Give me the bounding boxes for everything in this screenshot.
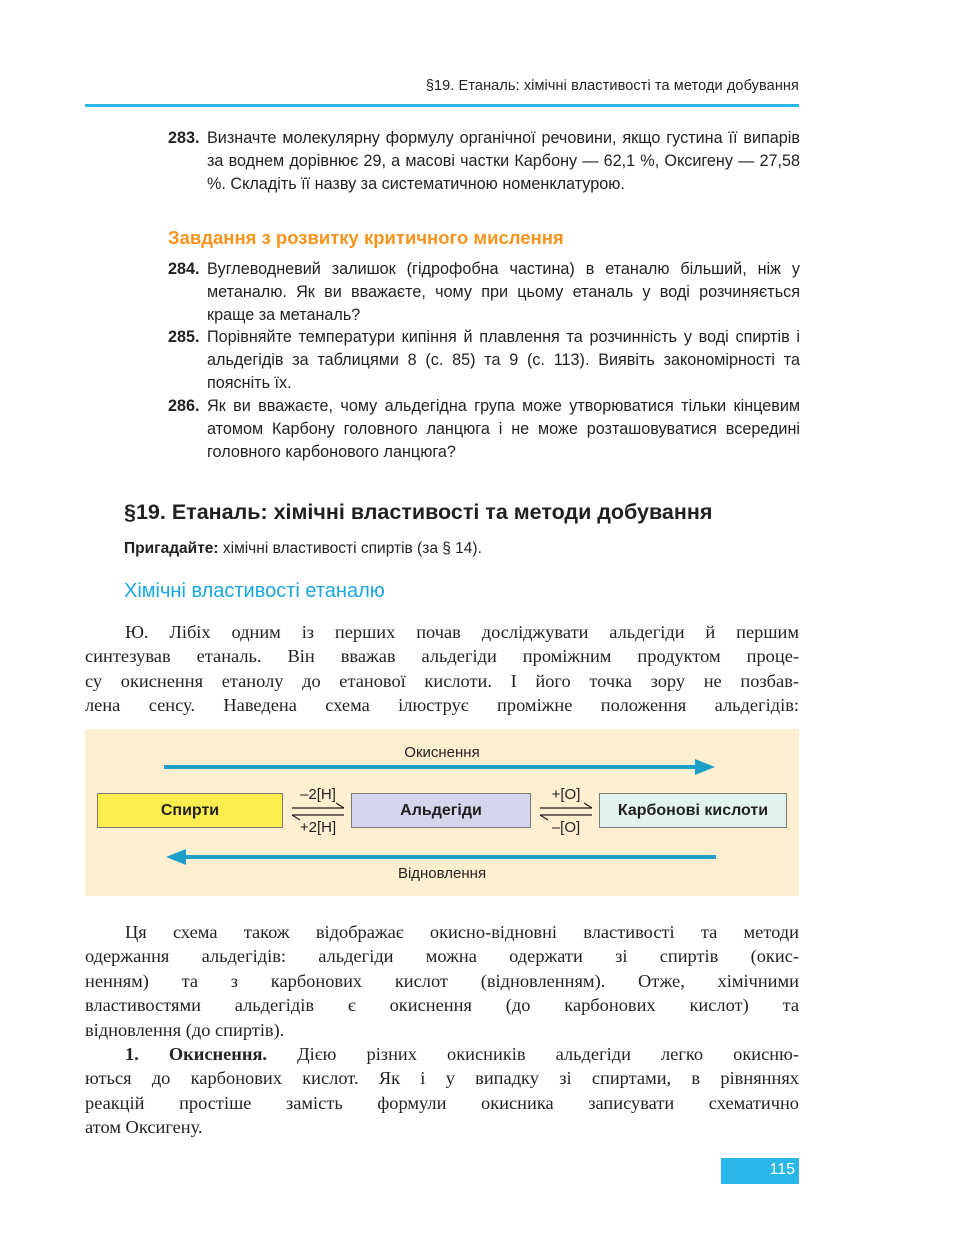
recall-line	[124, 540, 482, 558]
redox-scheme	[85, 729, 799, 896]
oxidation-lead: 1. Окиснення.	[125, 1044, 268, 1064]
text-line: су окиснення етанолу до етанової кислоти. І його точка зору не позбав-	[85, 670, 799, 691]
text-line: атом Оксигену.	[85, 1117, 203, 1138]
left-bottom-label: +2[H]	[299, 819, 337, 836]
running-header: §19. Етаналь: хімічні властивості та методи добування	[425, 78, 799, 94]
left-forward-arrow	[336, 803, 344, 808]
text-line: синтезував етаналь. Він вважав альдегіди проміжним продуктом проце-	[85, 646, 799, 667]
task-number: 284.	[168, 260, 200, 278]
page-number: 115	[721, 1158, 799, 1184]
intro-paragraph	[85, 620, 799, 718]
task-text: Як ви вважаєте, чому альдегідна група може утворюватися тільки кінцевим атомом Карбону головного ланцюга і не може розташовуватися всередині головного карбонового ланцюга?	[207, 397, 800, 461]
text-line: ються до карбонових кислот. Як і у випадку зі спиртами, в рівняннях	[85, 1068, 799, 1089]
header-rule	[85, 104, 799, 107]
left-top-label: –2[H]	[300, 786, 336, 803]
explanation-paragraph	[85, 920, 799, 1042]
oxidation-paragraph	[85, 1042, 799, 1140]
critical-thinking-heading: Завдання з розвитку критичного мислення	[168, 227, 564, 248]
section-title: §19. Етаналь: хімічні властивості та методи добування	[124, 500, 713, 524]
recall-text: хімічні властивості спиртів (за § 14).	[218, 540, 482, 557]
task-284	[168, 258, 800, 327]
carboxylic-acids-box: Карбонові кислоти	[599, 793, 787, 828]
text-line: ненням) та з карбонових кислот (відновленням). Отже, хімічними	[85, 970, 799, 991]
right-bottom-label: –[O]	[551, 819, 581, 836]
task-number: 285.	[168, 328, 200, 346]
aldehydes-box: Альдегіди	[351, 793, 531, 828]
task-text: Вуглеводневий залишок (гідрофобна частина) в етаналю більший, ніж у метаналю. Як ви вважаєте, чому при цьому етаналь у воді розчиняється краще за метаналь?	[207, 260, 800, 324]
reduction-label: Відновлення	[397, 865, 487, 882]
task-283	[168, 127, 800, 196]
task-number: 283.	[168, 129, 200, 147]
task-number: 286.	[168, 397, 200, 415]
reduction-arrowhead	[166, 849, 186, 865]
right-top-label: +[O]	[551, 786, 581, 803]
task-286	[168, 395, 800, 464]
task-text: Визначте молекулярну формулу органічної речовини, якщо густина її випарів за воднем дорівнює 29, а масові частки Карбону — 62,1 %, Оксигену — 27,58 %. Складіть її назву за систематичною номенклатурою.	[207, 129, 800, 193]
alcohols-box: Спирти	[97, 793, 283, 828]
task-text: Порівняйте температури кипіння й плавлення та розчинність у воді спиртів і альдегідів за таблицями 8 (с. 85) та 9 (с. 113). Виявіть закономірності та поясніть їх.	[207, 328, 800, 392]
recall-label: Пригадайте:	[124, 540, 219, 557]
oxidation-label: Окиснення	[404, 744, 480, 761]
text-line: відновлення (до спиртів).	[85, 1019, 285, 1040]
text-line	[85, 1042, 799, 1066]
oxidation-arrowhead	[695, 759, 715, 775]
text-fragment: Дією різних окисників альдегіди легко окисню-	[267, 1044, 799, 1064]
text-line: властивостями альдегідів є окиснення (до карбонових кислот) та	[85, 995, 799, 1016]
task-285	[168, 326, 800, 395]
text-line: Ця схема також відображає окисно-відновні властивості та методи	[125, 922, 799, 942]
text-line: одержання альдегідів: альдегіди можна одержати зі спиртів (окис-	[85, 946, 799, 967]
subsection-heading: Хімічні властивості етаналю	[124, 580, 385, 602]
text-line: реакцій простіше замість формули окисника записувати схематично	[85, 1092, 799, 1113]
right-forward-arrow	[584, 803, 592, 808]
text-line: лена сенсу. Наведена схема ілюструє проміжне положення альдегідів:	[85, 695, 799, 716]
text-line: Ю. Лібіх одним із перших почав досліджувати альдегіди й першим	[125, 622, 799, 642]
